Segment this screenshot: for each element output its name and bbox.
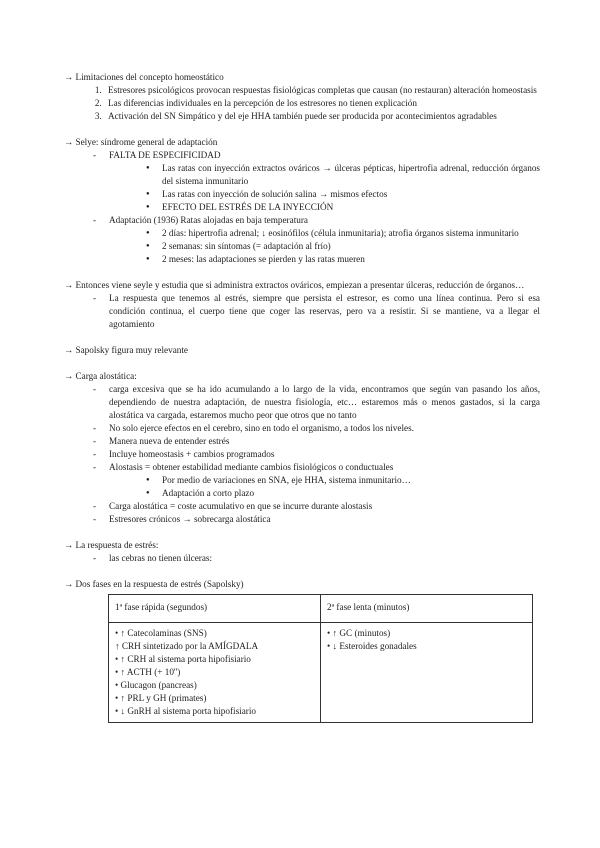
dash-list-carga bbox=[64, 383, 540, 526]
list-item bbox=[93, 461, 540, 500]
table-header-cell: 2ª fase lenta (minutos) bbox=[321, 595, 533, 623]
table-row bbox=[109, 623, 533, 723]
list-item-text: Alostasis = obtener estabilidad mediante cambios fisiológicos o conductuales bbox=[109, 462, 394, 472]
list-item: - No solo ejerce efectos en el cerebro, sino en todo el organismo, a todos los niveles. bbox=[93, 422, 540, 435]
table-cell-line: ↑ CRH sintetizado por la AMÍGDALA bbox=[115, 641, 259, 651]
list-item: - Incluye homeostasis + cambios programados bbox=[93, 448, 540, 461]
section-heading-limitaciones: → Limitaciones del concepto homeostático bbox=[64, 72, 224, 82]
list-item: - Manera nueva de entender estrés bbox=[93, 435, 540, 448]
numbered-list-limitaciones bbox=[64, 84, 540, 123]
table-cell-fase-rapida bbox=[109, 623, 321, 723]
dash-list-respuesta bbox=[64, 552, 540, 565]
bullet-item: ● Las ratas con inyección extractos ováricos → úlceras pépticas, hipertrofia adrenal, reducción órganos del sistema inmunitario bbox=[146, 162, 540, 188]
table-cell-line: • ↑ ACTH (+ 10'') bbox=[115, 667, 181, 677]
bullet-list bbox=[109, 162, 540, 214]
list-item bbox=[93, 149, 540, 214]
section-heading-dos-fases: → Dos fases en la respuesta de estrés (Sapolsky) bbox=[64, 579, 244, 589]
section-heading-sapolsky: → Sapolsky figura muy relevante bbox=[64, 345, 188, 355]
list-item: 2. Las diferencias individuales en la percepción de los estresores no tienen explicación bbox=[104, 97, 540, 110]
bullet-item: ● 2 meses: las adaptaciones se pierden y las ratas mueren bbox=[146, 253, 540, 266]
bullet-list bbox=[109, 474, 540, 500]
section-heading-selye: → Selye: síndrome general de adaptación bbox=[64, 137, 218, 147]
document-page bbox=[64, 71, 540, 723]
bullet-item: ● Por medio de variaciones en SNA, eje HHA, sistema inmunitario… bbox=[146, 474, 540, 487]
bullet-item: ● Adaptación a corto plazo bbox=[146, 487, 540, 500]
bullet-item: ● 2 semanas: sin síntomas (= adaptación al frío) bbox=[146, 240, 540, 253]
table-header-row bbox=[109, 595, 533, 623]
list-item: 1. Estresores psicológicos provocan respuestas fisiológicas completas que causan (no restauran) alteración homeostasis bbox=[104, 84, 540, 97]
list-item: - carga excesiva que se ha ido acumulando a lo largo de la vida, encontramos que según van pasando los años, dependiendo de nuestra adaptación, de nuestra fisiología, etc… estaremos más o menos gastados, si la carga alostática va cargada, estaremos mucho peor que otros que no tanto bbox=[93, 383, 540, 422]
list-item: 3. Activación del SN Simpático y del eje HHA también puede ser producida por acontecimientos agradables bbox=[104, 110, 540, 123]
bullet-item: ● EFECTO DEL ESTRÉS DE LA INYECCIÓN bbox=[146, 201, 540, 214]
dash-list-selye bbox=[64, 149, 540, 266]
table-cell-line: • ↓ Esteroides gonadales bbox=[327, 641, 417, 651]
section-heading-respuesta-estres: → La respuesta de estrés: bbox=[64, 540, 159, 550]
phases-table bbox=[108, 594, 533, 723]
list-item-text: FALTA DE ESPECIFICIDAD bbox=[109, 150, 221, 160]
bullet-item: ● Las ratas con inyección de solución salina → mismos efectos bbox=[146, 188, 540, 201]
section-heading-seyle: → Entonces viene seyle y estudia que si administra extractos ováricos, empiezan a presentar úlceras, reducción de órganos… bbox=[64, 280, 525, 290]
section-heading-carga-alostatica: → Carga alostática: bbox=[64, 371, 137, 381]
table-cell-line: • ↑ Catecolaminas (SNS) bbox=[115, 628, 207, 638]
table-cell-line: • Glucagon (pancreas) bbox=[115, 680, 197, 690]
table-cell-line: • ↑ CRH al sistema porta hipofisiario bbox=[115, 654, 251, 664]
table-header-cell: 1ª fase rápida (segundos) bbox=[109, 595, 321, 623]
bullet-list bbox=[109, 227, 540, 266]
list-item: - Estresores crónicos → sobrecarga alostática bbox=[93, 513, 540, 526]
list-item: - Carga alostática = coste acumulativo en que se incurre durante alostasis bbox=[93, 500, 540, 513]
table-cell-line: • ↑ PRL y GH (primates) bbox=[115, 693, 207, 703]
table-cell-fase-lenta bbox=[321, 623, 533, 723]
list-item: - La respuesta que tenemos al estrés, siempre que persista el estresor, es como una línea continua. Pero si esa condición continua, el cuerpo tiene que coger las reservas, pero va a resistir. Si se mantiene, va a llegar el agotamiento bbox=[93, 292, 540, 331]
list-item: - las cebras no tienen úlceras: bbox=[93, 552, 540, 565]
list-item-text: Adaptación (1936) Ratas alojadas en baja temperatura bbox=[109, 215, 308, 225]
bullet-item: ● 2 días: hipertrofia adrenal; ↓ eosinófilos (célula inmunitaria); atrofia órganos sistema inmunitario bbox=[146, 227, 540, 240]
table-cell-line: • ↓ GnRH al sistema porta hipofisiario bbox=[115, 706, 257, 716]
dash-list-seyle bbox=[64, 292, 540, 331]
list-item bbox=[93, 214, 540, 266]
table-cell-line: • ↑ GC (minutos) bbox=[327, 628, 391, 638]
